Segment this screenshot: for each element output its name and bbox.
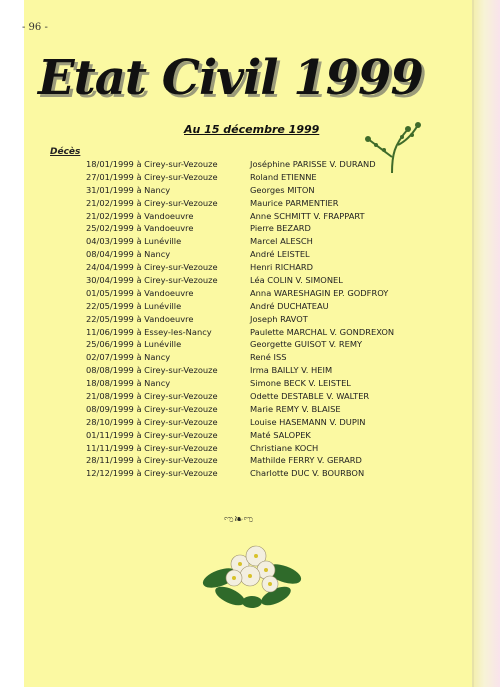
list-item: [86, 287, 416, 300]
death-date-place: 25/02/1999 à Vandoeuvre: [86, 223, 194, 234]
death-date-place: 12/12/1999 à Cirey-sur-Vezouze: [86, 468, 218, 479]
page-edge: [474, 0, 500, 687]
list-item: [86, 210, 416, 223]
list-item: [86, 261, 416, 274]
death-date-place: 11/06/1999 à Essey-les-Nancy: [86, 326, 212, 337]
page-number: - 96 -: [22, 22, 48, 33]
list-item: [86, 158, 416, 171]
deceased-name: Marcel ALESCH: [250, 236, 313, 247]
page-title: Etat Civil 1999: [38, 50, 423, 106]
list-item: [86, 390, 416, 403]
list-item: [86, 184, 416, 197]
list-item: [86, 377, 416, 390]
death-date-place: 21/08/1999 à Cirey-sur-Vezouze: [86, 391, 218, 402]
death-date-place: 02/07/1999 à Nancy: [86, 352, 171, 363]
deceased-name: Mathilde FERRY V. GERARD: [250, 455, 362, 466]
deceased-name: Anna WARESHAGIN EP. GODFROY: [250, 287, 389, 298]
list-item: [86, 274, 416, 287]
deceased-name: Louise HASEMANN V. DUPIN: [250, 416, 366, 427]
section-label-deces: Décès: [50, 147, 81, 157]
deceased-name: André DUCHATEAU: [250, 300, 329, 311]
death-date-place: 18/08/1999 à Nancy: [86, 378, 171, 389]
deceased-name: Roland ETIENNE: [250, 171, 317, 182]
death-date-place: 04/03/1999 à Lunéville: [86, 236, 182, 247]
date-subtitle: Au 15 décembre 1999: [184, 123, 320, 136]
death-date-place: 22/05/1999 à Vandoeuvre: [86, 313, 194, 324]
death-date-place: 08/09/1999 à Cirey-sur-Vezouze: [86, 403, 218, 414]
deceased-name: René ISS: [250, 352, 287, 363]
list-item: [86, 338, 416, 351]
deceased-name: Anne SCHMITT V. FRAPPART: [250, 210, 365, 221]
deceased-name: Charlotte DUC V. BOURBON: [250, 468, 365, 479]
list-item: [86, 364, 416, 377]
list-item: [86, 300, 416, 313]
death-date-place: 01/11/1999 à Cirey-sur-Vezouze: [86, 429, 218, 440]
death-date-place: 31/01/1999 à Nancy: [86, 184, 171, 195]
death-date-place: 24/04/1999 à Cirey-sur-Vezouze: [86, 262, 218, 273]
death-date-place: 28/10/1999 à Cirey-sur-Vezouze: [86, 416, 218, 427]
death-date-place: 08/04/1999 à Nancy: [86, 249, 171, 260]
death-date-place: 25/06/1999 à Lunéville: [86, 339, 182, 350]
deceased-name: Christiane KOCH: [250, 442, 319, 453]
list-item: [86, 235, 416, 248]
list-item: [86, 403, 416, 416]
deceased-name: Henri RICHARD: [250, 262, 314, 273]
deceased-name: Irma BAILLY V. HEIM: [250, 365, 333, 376]
deceased-name: André LEISTEL: [250, 249, 310, 260]
list-item: [86, 467, 416, 480]
list-item: [86, 416, 416, 429]
deceased-name: Maurice PARMENTIER: [250, 197, 339, 208]
death-date-place: 01/05/1999 à Vandoeuvre: [86, 287, 194, 298]
deces-list: [86, 158, 416, 480]
list-item: [86, 454, 416, 467]
deceased-name: Georges MITON: [250, 184, 315, 195]
death-date-place: 28/11/1999 à Cirey-sur-Vezouze: [86, 455, 218, 466]
flower-illustration: [200, 534, 304, 610]
death-date-place: 21/02/1999 à Cirey-sur-Vezouze: [86, 197, 218, 208]
list-item: [86, 429, 416, 442]
death-date-place: 08/08/1999 à Cirey-sur-Vezouze: [86, 365, 218, 376]
deceased-name: Joseph RAVOT: [250, 313, 308, 324]
death-date-place: 30/04/1999 à Cirey-sur-Vezouze: [86, 275, 218, 286]
list-item: [86, 248, 416, 261]
deceased-name: Simone BECK V. LEISTEL: [250, 378, 351, 389]
death-date-place: 18/01/1999 à Cirey-sur-Vezouze: [86, 159, 218, 169]
divider-ornament: ಌ❧ಌ: [224, 514, 255, 525]
list-item: [86, 351, 416, 364]
deceased-name: Léa COLIN V. SIMONEL: [250, 275, 343, 286]
list-item: [86, 197, 416, 210]
list-item: [86, 313, 416, 326]
death-date-place: 21/02/1999 à Vandoeuvre: [86, 210, 194, 221]
list-item: [86, 326, 416, 339]
deceased-name: Marie REMY V. BLAISE: [250, 403, 341, 414]
list-item: [86, 442, 416, 455]
deceased-name: Maté SALOPEK: [250, 429, 311, 440]
deceased-name: Joséphine PARISSE V. DURAND: [250, 159, 376, 169]
list-item: [86, 222, 416, 235]
deceased-name: Paulette MARCHAL V. GONDREXON: [250, 326, 395, 337]
deceased-name: Odette DESTABLE V. WALTER: [250, 391, 370, 402]
death-date-place: 22/05/1999 à Lunéville: [86, 300, 182, 311]
deceased-name: Georgette GUISOT V. REMY: [250, 339, 363, 350]
list-item: [86, 171, 416, 184]
death-date-place: 27/01/1999 à Cirey-sur-Vezouze: [86, 171, 218, 182]
deceased-name: Pierre BEZARD: [250, 223, 311, 234]
death-date-place: 11/11/1999 à Cirey-sur-Vezouze: [86, 442, 218, 453]
